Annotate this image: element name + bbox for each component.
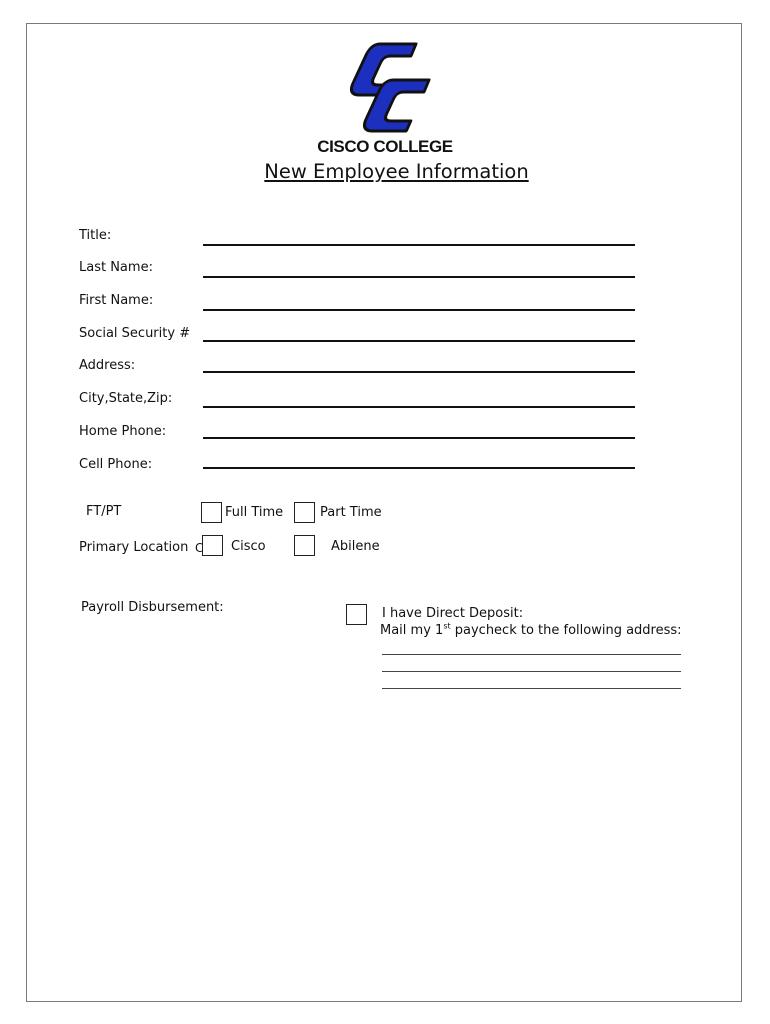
mail-address-line-3[interactable] <box>382 688 681 689</box>
ssn-field[interactable] <box>203 340 635 342</box>
field-label-cell-phone: Cell Phone: <box>79 457 153 472</box>
first-name-field[interactable] <box>203 309 635 311</box>
abilene-label: Abilene <box>331 539 380 554</box>
mail-text-before: Mail my 1 <box>380 623 444 638</box>
field-label-home-phone: Home Phone: <box>79 424 167 439</box>
cisco-checkbox[interactable] <box>202 535 223 556</box>
field-label-title: Title: <box>79 228 112 243</box>
home-phone-field[interactable] <box>203 437 635 439</box>
mail-paycheck-label <box>380 623 682 638</box>
direct-deposit-label: I have Direct Deposit: <box>382 606 524 621</box>
cisco-college-logo <box>345 40 451 134</box>
field-label-address: Address: <box>79 358 136 373</box>
city-state-zip-field[interactable] <box>203 406 635 408</box>
mail-address-line-1[interactable] <box>382 654 681 655</box>
payroll-disbursement-label: Payroll Disbursement: <box>81 600 224 615</box>
title-field[interactable] <box>203 244 635 246</box>
cisco-label: Cisco <box>231 539 266 554</box>
direct-deposit-checkbox[interactable] <box>346 604 367 625</box>
form-title: New Employee Information <box>264 160 529 183</box>
mail-text-sup: st <box>443 621 451 631</box>
college-name: CISCO COLLEGE <box>317 137 453 156</box>
last-name-field[interactable] <box>203 276 635 278</box>
part-time-checkbox[interactable] <box>294 502 315 523</box>
field-label-ssn: Social Security # <box>79 326 191 341</box>
field-label-last-name: Last Name: <box>79 260 153 275</box>
cell-phone-field[interactable] <box>203 467 635 469</box>
primary-location-label: Primary Location <box>79 540 189 555</box>
field-label-first-name: First Name: <box>79 293 154 308</box>
mail-text-after: paycheck to the following address: <box>450 623 682 638</box>
field-label-city-state-zip: City,State,Zip: <box>79 391 173 406</box>
ft-pt-label: FT/PT <box>86 504 122 519</box>
stray-glyph: C <box>195 541 204 555</box>
mail-address-line-2[interactable] <box>382 671 681 672</box>
address-field[interactable] <box>203 371 635 373</box>
full-time-checkbox[interactable] <box>201 502 222 523</box>
part-time-label: Part Time <box>320 505 382 520</box>
abilene-checkbox[interactable] <box>294 535 315 556</box>
full-time-label: Full Time <box>225 505 284 520</box>
